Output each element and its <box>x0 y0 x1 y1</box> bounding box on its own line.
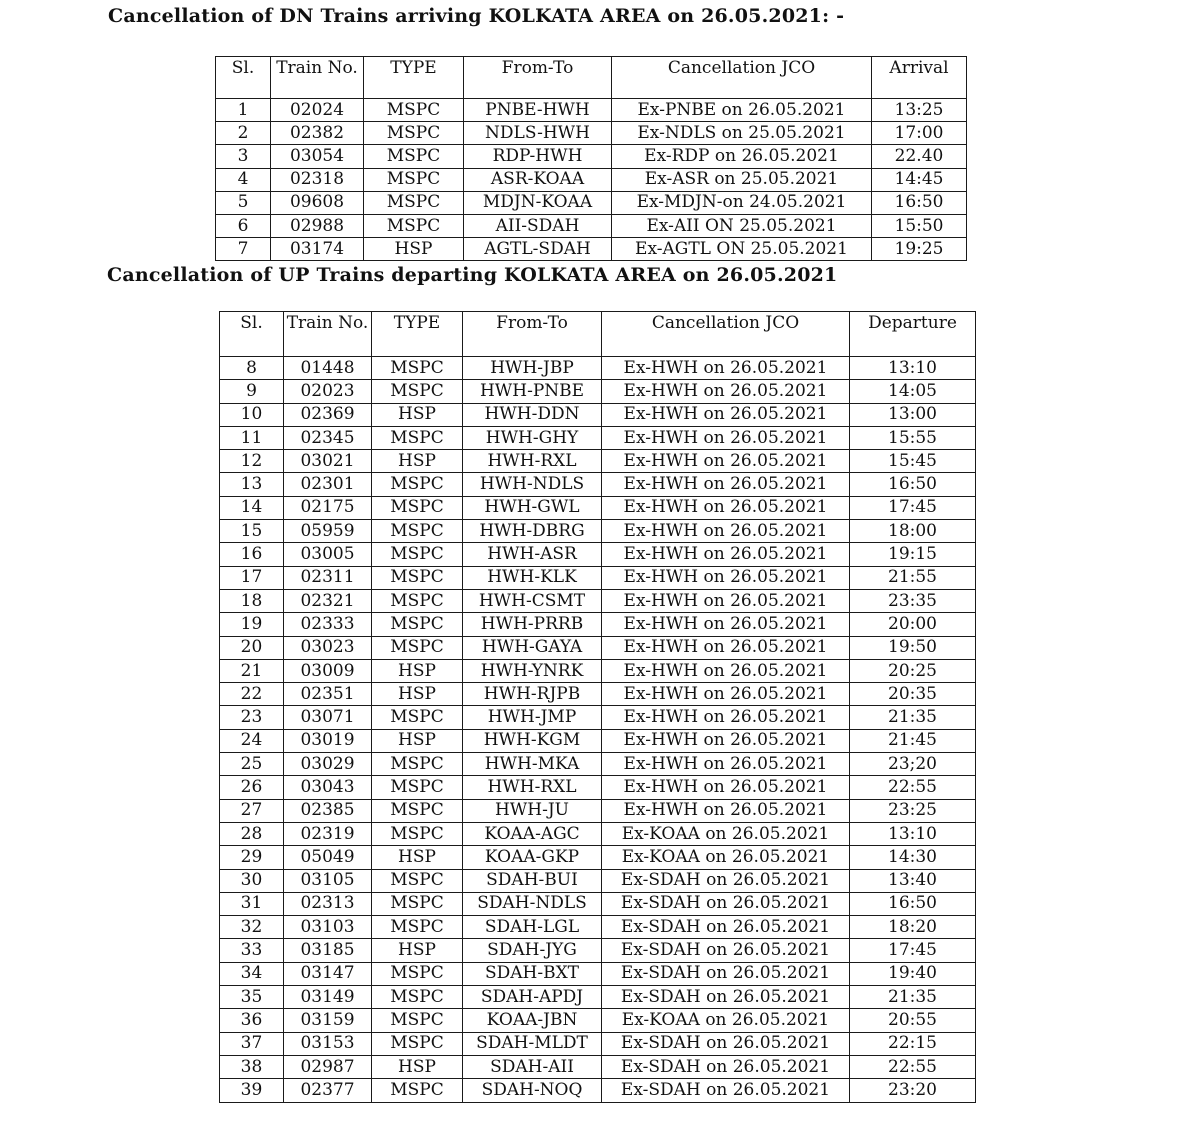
cell-train-no: 02313 <box>284 892 372 915</box>
cell-sl: 15 <box>220 520 284 543</box>
table-row <box>220 1055 976 1078</box>
cell-type: MSPC <box>364 122 464 145</box>
cell-from-to: SDAH-BXT <box>463 962 602 985</box>
table-row <box>220 986 976 1009</box>
header-arrival: Arrival <box>872 57 967 99</box>
cell-type: MSPC <box>372 776 463 799</box>
cell-cancellation-jco: Ex-HWH on 26.05.2021 <box>602 683 850 706</box>
cell-from-to: HWH-GHY <box>463 426 602 449</box>
cell-from-to: HWH-NDLS <box>463 473 602 496</box>
cell-time: 23:25 <box>850 799 976 822</box>
cell-sl: 21 <box>220 659 284 682</box>
cell-sl: 28 <box>220 822 284 845</box>
cell-type: MSPC <box>372 962 463 985</box>
cell-train-no: 02311 <box>284 566 372 589</box>
cell-cancellation-jco: Ex-SDAH on 26.05.2021 <box>602 986 850 1009</box>
cell-cancellation-jco: Ex-HWH on 26.05.2021 <box>602 566 850 589</box>
cell-train-no: 02988 <box>271 214 364 237</box>
cell-train-no: 03147 <box>284 962 372 985</box>
cell-train-no: 03009 <box>284 659 372 682</box>
cell-type: MSPC <box>372 892 463 915</box>
header-train-no: Train No. <box>271 57 364 99</box>
table-row <box>216 122 967 145</box>
cell-type: HSP <box>372 683 463 706</box>
cell-train-no: 05959 <box>284 520 372 543</box>
cell-type: MSPC <box>364 191 464 214</box>
cell-time: 13:00 <box>850 403 976 426</box>
cell-cancellation-jco: Ex-HWH on 26.05.2021 <box>602 496 850 519</box>
cell-train-no: 02333 <box>284 613 372 636</box>
table-row <box>220 613 976 636</box>
table-row <box>220 846 976 869</box>
cell-train-no: 02301 <box>284 473 372 496</box>
cell-sl: 37 <box>220 1032 284 1055</box>
table-row <box>220 799 976 822</box>
cell-from-to: MDJN-KOAA <box>464 191 612 214</box>
cell-cancellation-jco: Ex-HWH on 26.05.2021 <box>602 659 850 682</box>
cell-cancellation-jco: Ex-HWH on 26.05.2021 <box>602 426 850 449</box>
cell-type: HSP <box>372 450 463 473</box>
cell-type: HSP <box>372 939 463 962</box>
cell-sl: 12 <box>220 450 284 473</box>
cell-type: HSP <box>372 846 463 869</box>
cell-type: HSP <box>372 729 463 752</box>
cell-time: 22:15 <box>850 1032 976 1055</box>
cell-type: MSPC <box>372 357 463 380</box>
cell-sl: 29 <box>220 846 284 869</box>
cell-from-to: HWH-RXL <box>463 776 602 799</box>
table-row <box>220 496 976 519</box>
cell-sl: 6 <box>216 214 271 237</box>
cell-cancellation-jco: Ex-RDP on 26.05.2021 <box>612 145 872 168</box>
cell-from-to: SDAH-APDJ <box>463 986 602 1009</box>
header-cancellation-jco: Cancellation JCO <box>612 57 872 99</box>
cell-sl: 38 <box>220 1055 284 1078</box>
cell-cancellation-jco: Ex-ASR on 25.05.2021 <box>612 168 872 191</box>
table-row <box>216 168 967 191</box>
table-row <box>220 426 976 449</box>
cell-time: 22.40 <box>872 145 967 168</box>
cell-train-no: 03029 <box>284 753 372 776</box>
cell-from-to: HWH-CSMT <box>463 589 602 612</box>
cell-type: MSPC <box>372 986 463 1009</box>
cell-train-no: 03021 <box>284 450 372 473</box>
cell-time: 15:50 <box>872 214 967 237</box>
header-from-to: From-To <box>463 312 602 357</box>
cell-type: HSP <box>372 1055 463 1078</box>
cell-time: 17:00 <box>872 122 967 145</box>
cell-type: MSPC <box>372 706 463 729</box>
cell-from-to: AII-SDAH <box>464 214 612 237</box>
cell-type: MSPC <box>364 99 464 122</box>
cell-train-no: 02319 <box>284 822 372 845</box>
table-row <box>220 543 976 566</box>
cell-cancellation-jco: Ex-HWH on 26.05.2021 <box>602 729 850 752</box>
table-row <box>220 706 976 729</box>
cell-sl: 5 <box>216 191 271 214</box>
cell-from-to: HWH-PNBE <box>463 380 602 403</box>
header-sl: Sl. <box>220 312 284 357</box>
up-trains-table <box>219 311 976 1103</box>
header-sl: Sl. <box>216 57 271 99</box>
cell-cancellation-jco: Ex-HWH on 26.05.2021 <box>602 450 850 473</box>
cell-time: 18:20 <box>850 916 976 939</box>
cell-time: 21:45 <box>850 729 976 752</box>
cell-sl: 30 <box>220 869 284 892</box>
cell-train-no: 03054 <box>271 145 364 168</box>
cell-cancellation-jco: Ex-SDAH on 26.05.2021 <box>602 939 850 962</box>
cell-cancellation-jco: Ex-HWH on 26.05.2021 <box>602 473 850 496</box>
header-cancellation-jco: Cancellation JCO <box>602 312 850 357</box>
cell-from-to: SDAH-LGL <box>463 916 602 939</box>
cell-train-no: 02377 <box>284 1079 372 1102</box>
cell-cancellation-jco: Ex-SDAH on 26.05.2021 <box>602 1055 850 1078</box>
table-row <box>220 566 976 589</box>
cell-type: HSP <box>372 403 463 426</box>
cell-sl: 26 <box>220 776 284 799</box>
cell-train-no: 02369 <box>284 403 372 426</box>
cell-train-no: 02385 <box>284 799 372 822</box>
cell-time: 18:00 <box>850 520 976 543</box>
cell-type: MSPC <box>372 1032 463 1055</box>
cell-from-to: KOAA-JBN <box>463 1009 602 1032</box>
cell-cancellation-jco: Ex-HWH on 26.05.2021 <box>602 357 850 380</box>
cell-cancellation-jco: Ex-SDAH on 26.05.2021 <box>602 1079 850 1102</box>
cell-time: 22:55 <box>850 1055 976 1078</box>
table-row <box>220 636 976 659</box>
cell-time: 13:10 <box>850 822 976 845</box>
cell-from-to: HWH-ASR <box>463 543 602 566</box>
cell-type: MSPC <box>372 869 463 892</box>
cell-time: 16:50 <box>850 892 976 915</box>
cell-from-to: HWH-JMP <box>463 706 602 729</box>
cell-train-no: 03153 <box>284 1032 372 1055</box>
cell-sl: 25 <box>220 753 284 776</box>
cell-type: MSPC <box>372 496 463 519</box>
cell-type: MSPC <box>372 799 463 822</box>
dn-trains-table <box>215 56 967 261</box>
cell-train-no: 02175 <box>284 496 372 519</box>
header-departure: Departure <box>850 312 976 357</box>
cell-from-to: HWH-PRRB <box>463 613 602 636</box>
table-row <box>220 450 976 473</box>
header-from-to: From-To <box>464 57 612 99</box>
cell-cancellation-jco: Ex-HWH on 26.05.2021 <box>602 613 850 636</box>
cell-train-no: 02023 <box>284 380 372 403</box>
cell-time: 22:55 <box>850 776 976 799</box>
cell-type: MSPC <box>372 753 463 776</box>
cell-train-no: 05049 <box>284 846 372 869</box>
table-header-row <box>216 57 967 99</box>
cell-type: HSP <box>372 659 463 682</box>
cell-train-no: 03185 <box>284 939 372 962</box>
cell-sl: 35 <box>220 986 284 1009</box>
cell-from-to: HWH-JU <box>463 799 602 822</box>
cell-time: 23:20 <box>850 1079 976 1102</box>
table-row <box>216 238 967 261</box>
cell-time: 14:30 <box>850 846 976 869</box>
cell-type: MSPC <box>364 214 464 237</box>
cell-from-to: HWH-MKA <box>463 753 602 776</box>
up-section-title: Cancellation of UP Trains departing KOLKATA AREA on 26.05.2021 <box>107 264 838 286</box>
cell-sl: 19 <box>220 613 284 636</box>
table-row <box>220 822 976 845</box>
cell-from-to: KOAA-GKP <box>463 846 602 869</box>
table-row <box>220 683 976 706</box>
cell-from-to: HWH-DDN <box>463 403 602 426</box>
cell-train-no: 02351 <box>284 683 372 706</box>
cell-time: 23:35 <box>850 589 976 612</box>
cell-type: MSPC <box>372 822 463 845</box>
cell-from-to: KOAA-AGC <box>463 822 602 845</box>
table-row <box>220 776 976 799</box>
cell-sl: 17 <box>220 566 284 589</box>
cell-train-no: 03071 <box>284 706 372 729</box>
cell-time: 16:50 <box>850 473 976 496</box>
cell-type: MSPC <box>372 473 463 496</box>
cell-time: 15:55 <box>850 426 976 449</box>
cell-train-no: 03023 <box>284 636 372 659</box>
cell-sl: 10 <box>220 403 284 426</box>
table-row <box>220 1079 976 1102</box>
cell-train-no: 03149 <box>284 986 372 1009</box>
table-row <box>216 191 967 214</box>
cell-sl: 36 <box>220 1009 284 1032</box>
cell-train-no: 03174 <box>271 238 364 261</box>
table-row <box>220 659 976 682</box>
cell-train-no: 02987 <box>284 1055 372 1078</box>
table-row <box>216 99 967 122</box>
cell-time: 19:40 <box>850 962 976 985</box>
cell-time: 21:35 <box>850 706 976 729</box>
cell-from-to: HWH-RXL <box>463 450 602 473</box>
cell-sl: 20 <box>220 636 284 659</box>
header-type: TYPE <box>364 57 464 99</box>
cell-from-to: ASR-KOAA <box>464 168 612 191</box>
cell-train-no: 03159 <box>284 1009 372 1032</box>
table-row <box>220 939 976 962</box>
cell-sl: 13 <box>220 473 284 496</box>
cell-time: 21:35 <box>850 986 976 1009</box>
cell-train-no: 01448 <box>284 357 372 380</box>
cell-train-no: 03103 <box>284 916 372 939</box>
cell-cancellation-jco: Ex-AII ON 25.05.2021 <box>612 214 872 237</box>
table-row <box>220 1032 976 1055</box>
table-row <box>216 214 967 237</box>
cell-from-to: PNBE-HWH <box>464 99 612 122</box>
cell-train-no: 02345 <box>284 426 372 449</box>
table-row <box>216 145 967 168</box>
cell-from-to: HWH-YNRK <box>463 659 602 682</box>
cell-type: MSPC <box>372 426 463 449</box>
table-row <box>220 473 976 496</box>
cell-time: 14:45 <box>872 168 967 191</box>
cell-train-no: 02321 <box>284 589 372 612</box>
cell-cancellation-jco: Ex-KOAA on 26.05.2021 <box>602 846 850 869</box>
cell-time: 23;20 <box>850 753 976 776</box>
cell-sl: 4 <box>216 168 271 191</box>
cell-sl: 39 <box>220 1079 284 1102</box>
cell-from-to: RDP-HWH <box>464 145 612 168</box>
cell-from-to: SDAH-AII <box>463 1055 602 1078</box>
cell-type: MSPC <box>372 916 463 939</box>
cell-type: MSPC <box>372 636 463 659</box>
cell-time: 19:50 <box>850 636 976 659</box>
cell-from-to: AGTL-SDAH <box>464 238 612 261</box>
cell-cancellation-jco: Ex-HWH on 26.05.2021 <box>602 520 850 543</box>
cell-cancellation-jco: Ex-HWH on 26.05.2021 <box>602 543 850 566</box>
cell-time: 20:00 <box>850 613 976 636</box>
cell-time: 19:15 <box>850 543 976 566</box>
cell-type: MSPC <box>372 566 463 589</box>
cell-type: MSPC <box>372 520 463 543</box>
cell-time: 21:55 <box>850 566 976 589</box>
cell-sl: 1 <box>216 99 271 122</box>
cell-sl: 14 <box>220 496 284 519</box>
table-row <box>220 589 976 612</box>
table-row <box>220 1009 976 1032</box>
cell-cancellation-jco: Ex-HWH on 26.05.2021 <box>602 589 850 612</box>
cell-sl: 27 <box>220 799 284 822</box>
cell-cancellation-jco: Ex-SDAH on 26.05.2021 <box>602 892 850 915</box>
table-row <box>220 403 976 426</box>
table-row <box>220 869 976 892</box>
cell-from-to: HWH-JBP <box>463 357 602 380</box>
cell-sl: 9 <box>220 380 284 403</box>
cell-train-no: 09608 <box>271 191 364 214</box>
cell-type: MSPC <box>372 613 463 636</box>
cell-cancellation-jco: Ex-SDAH on 26.05.2021 <box>602 869 850 892</box>
cell-sl: 22 <box>220 683 284 706</box>
cell-from-to: HWH-KGM <box>463 729 602 752</box>
cell-from-to: SDAH-JYG <box>463 939 602 962</box>
header-train-no: Train No. <box>284 312 372 357</box>
cell-type: MSPC <box>372 589 463 612</box>
cell-type: MSPC <box>372 543 463 566</box>
cell-from-to: HWH-DBRG <box>463 520 602 543</box>
cell-sl: 33 <box>220 939 284 962</box>
cell-time: 20:55 <box>850 1009 976 1032</box>
cell-sl: 32 <box>220 916 284 939</box>
table-row <box>220 753 976 776</box>
cell-train-no: 02382 <box>271 122 364 145</box>
cell-from-to: HWH-RJPB <box>463 683 602 706</box>
cell-from-to: SDAH-BUI <box>463 869 602 892</box>
cell-cancellation-jco: Ex-SDAH on 26.05.2021 <box>602 916 850 939</box>
cell-cancellation-jco: Ex-SDAH on 26.05.2021 <box>602 1032 850 1055</box>
cell-type: MSPC <box>372 1009 463 1032</box>
cell-sl: 31 <box>220 892 284 915</box>
cell-sl: 24 <box>220 729 284 752</box>
cell-sl: 23 <box>220 706 284 729</box>
cell-time: 17:45 <box>850 939 976 962</box>
cell-sl: 2 <box>216 122 271 145</box>
cell-train-no: 03043 <box>284 776 372 799</box>
dn-section-title: Cancellation of DN Trains arriving KOLKATA AREA on 26.05.2021: - <box>108 5 845 27</box>
cell-cancellation-jco: Ex-KOAA on 26.05.2021 <box>602 1009 850 1032</box>
cell-cancellation-jco: Ex-AGTL ON 25.05.2021 <box>612 238 872 261</box>
cell-cancellation-jco: Ex-HWH on 26.05.2021 <box>602 403 850 426</box>
cell-time: 13:40 <box>850 869 976 892</box>
cell-sl: 8 <box>220 357 284 380</box>
table-row <box>220 380 976 403</box>
cell-cancellation-jco: Ex-NDLS on 25.05.2021 <box>612 122 872 145</box>
cell-from-to: HWH-GAYA <box>463 636 602 659</box>
cell-from-to: SDAH-MLDT <box>463 1032 602 1055</box>
table-row <box>220 892 976 915</box>
cell-cancellation-jco: Ex-HWH on 26.05.2021 <box>602 636 850 659</box>
cell-time: 13:10 <box>850 357 976 380</box>
cell-time: 20:35 <box>850 683 976 706</box>
cell-type: MSPC <box>364 168 464 191</box>
cell-cancellation-jco: Ex-HWH on 26.05.2021 <box>602 799 850 822</box>
cell-sl: 16 <box>220 543 284 566</box>
cell-cancellation-jco: Ex-HWH on 26.05.2021 <box>602 776 850 799</box>
cell-from-to: HWH-GWL <box>463 496 602 519</box>
table-row <box>220 357 976 380</box>
cell-sl: 11 <box>220 426 284 449</box>
cell-time: 15:45 <box>850 450 976 473</box>
cell-cancellation-jco: Ex-SDAH on 26.05.2021 <box>602 962 850 985</box>
cell-cancellation-jco: Ex-HWH on 26.05.2021 <box>602 753 850 776</box>
table-row <box>220 916 976 939</box>
cell-from-to: SDAH-NDLS <box>463 892 602 915</box>
cell-time: 16:50 <box>872 191 967 214</box>
cell-cancellation-jco: Ex-MDJN-on 24.05.2021 <box>612 191 872 214</box>
cell-cancellation-jco: Ex-KOAA on 26.05.2021 <box>602 822 850 845</box>
cell-type: MSPC <box>364 145 464 168</box>
cell-type: MSPC <box>372 380 463 403</box>
cell-train-no: 03005 <box>284 543 372 566</box>
cell-time: 20:25 <box>850 659 976 682</box>
cell-cancellation-jco: Ex-HWH on 26.05.2021 <box>602 380 850 403</box>
cell-time: 17:45 <box>850 496 976 519</box>
cell-train-no: 03105 <box>284 869 372 892</box>
cell-type: HSP <box>364 238 464 261</box>
table-header-row <box>220 312 976 357</box>
cell-type: MSPC <box>372 1079 463 1102</box>
cell-sl: 18 <box>220 589 284 612</box>
cell-cancellation-jco: Ex-PNBE on 26.05.2021 <box>612 99 872 122</box>
table-row <box>220 520 976 543</box>
cell-train-no: 03019 <box>284 729 372 752</box>
cell-sl: 3 <box>216 145 271 168</box>
table-row <box>220 729 976 752</box>
table-row <box>220 962 976 985</box>
header-type: TYPE <box>372 312 463 357</box>
cell-from-to: SDAH-NOQ <box>463 1079 602 1102</box>
cell-from-to: NDLS-HWH <box>464 122 612 145</box>
cell-from-to: HWH-KLK <box>463 566 602 589</box>
cell-cancellation-jco: Ex-HWH on 26.05.2021 <box>602 706 850 729</box>
cell-train-no: 02318 <box>271 168 364 191</box>
cell-train-no: 02024 <box>271 99 364 122</box>
cell-sl: 34 <box>220 962 284 985</box>
cell-time: 14:05 <box>850 380 976 403</box>
cell-time: 19:25 <box>872 238 967 261</box>
cell-time: 13:25 <box>872 99 967 122</box>
cell-sl: 7 <box>216 238 271 261</box>
